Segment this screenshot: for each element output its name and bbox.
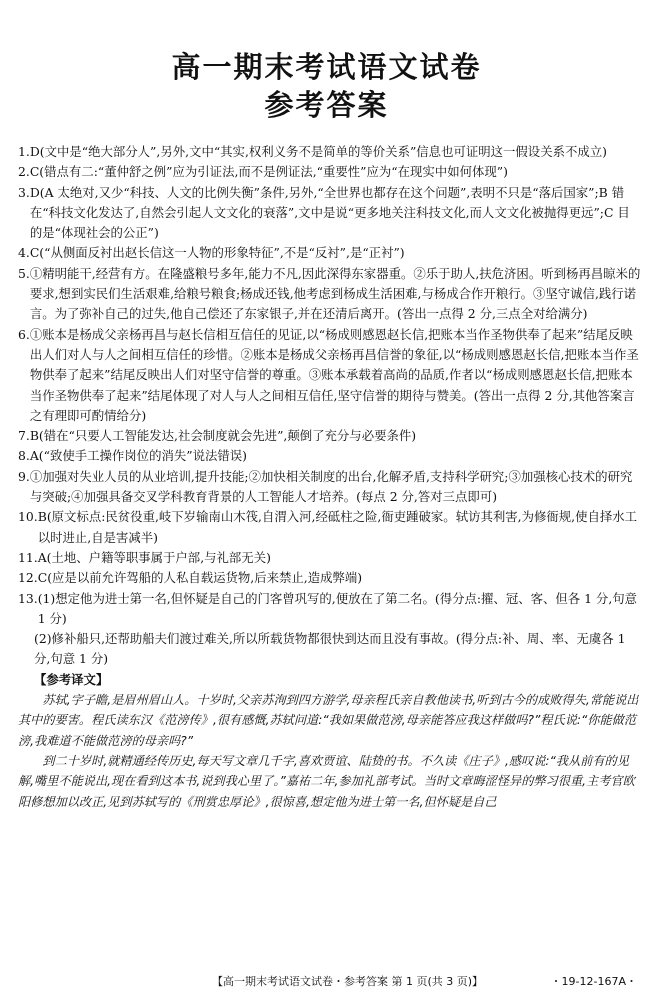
page-subtitle: 参考答案 [264, 88, 389, 122]
answer-item-7 [18, 426, 642, 446]
answer-text: C(“从侧面反衬出赵长信这一人物的形象特征”,不是“反衬”,是“正衬”) [29, 245, 405, 261]
answer-number: 10. [18, 509, 38, 525]
answer-number: 9. [18, 468, 30, 484]
answer-text: ①精明能干,经营有方。在隆盛粮号多年,能力不凡,因此深得东家器重。②乐于助人,扶危济困。听到杨再昌晾米的要求,想到实民们生活艰难,给粮号粮食;杨成还钱,他考虑到杨成生活困难,与杨成合作开粮行。③坚守诚信,践行诺言。为了弥补自己的过失,他自己偿还了东家银子,并在还清后离开。(答出一点得 2 分,三点全对给满分) [29, 265, 641, 322]
answer-item-10 [18, 507, 642, 548]
answer-item-3 [18, 183, 642, 244]
answer-number: 12. [18, 570, 38, 586]
answer-number: 5. [18, 265, 30, 281]
answer-number: 6. [18, 326, 30, 342]
answer-number: 2. [18, 164, 30, 180]
answer-item-4 [18, 243, 642, 263]
answer-item-6 [18, 325, 642, 426]
answer-number: 7. [18, 428, 30, 444]
answer-text: D(A 太绝对,又少“科技、人文的比例失衡”条件,另外,“全世界也都存在这个问题”,表明不只是“落后国家”;B 错在“科技文化发达了,自然会引起人文文化的衰落”,文中是说“更多地关注科技文化,而人文文化被抛得更远”;C 目的是“体现社会的公正”) [29, 184, 630, 241]
answer-number: 3. [18, 184, 30, 200]
answer-item-5 [18, 264, 642, 325]
page-footer [0, 971, 653, 991]
footer-code: ・19-12-167A・ [550, 975, 637, 988]
answer-item-2 [18, 162, 642, 182]
answer-list [18, 142, 642, 812]
translation-paragraph: 到二十岁时,就精通经传历史,每天写文章几千字,喜欢贾谊、陆贽的书。不久读《庄子》,感叹说:“我从前有的见解,嘴里不能说出,现在看到这本书,说到我心里了。”嘉祐二年,参加礼部考试。当时文章晦涩怪异的弊习很重,主考官欧阳修想加以改正,见到苏轼写的《刑赏忠厚论》,很惊喜,想定他为进士第一名,但怀疑是自己 [18, 753, 635, 809]
answer-text: B(原文标点:民贫役重,岐下岁输南山木筏,自渭入河,经砥柱之险,衙吏踵破家。轼访其利害,为修衙规,使自择水工以时进止,自是害减半) [37, 509, 638, 545]
answer-item-9 [18, 467, 642, 508]
answer-item-13 [18, 589, 642, 630]
answer-item-11 [18, 548, 642, 568]
answer-item-8 [18, 446, 642, 466]
answer-text: B(错在“只要人工智能发达,社会制度就会先进”,颠倒了充分与必要条件) [29, 428, 417, 444]
answer-item-12 [18, 568, 642, 588]
footer-page-info: 【高一期末考试语文试卷・参考答案 第 1 页(共 3 页)】 [212, 975, 484, 988]
answer-number: 11. [18, 549, 38, 565]
answer-number: 8. [18, 448, 30, 464]
translation-heading: 【参考译文】 [34, 671, 109, 687]
page-title: 高一期末考试语文试卷 [171, 50, 482, 84]
answer-text: ①账本是杨成父亲杨再昌与赵长信相互信任的见证,以“杨成则感恩赵长信,把账本当作圣物供奉了起来”结尾反映出人们对人与人之间相互信任的珍惜。②账本是杨成父亲杨再昌信誉的象征,以“杨成则感恩赵长信,把账本当作圣物供奉了起来”结尾反映出人们对坚守信誉的尊重。③账本承载着高尚的品质,作者以“杨成则感恩赵长信,把账本当作圣物供奉了起来”结尾体现了对人与人之间相互信任,坚守信誉的期待与赞美。(答出一点得 2 分,其他答案言之有理即可酌情给分) [29, 326, 639, 423]
answer-text: C(应是以前允许驾船的人私自载运货物,后来禁止,造成弊端) [37, 570, 363, 586]
translation-paragraph: 苏轼,字子瞻,是眉州眉山人。十岁时,父亲苏洵到四方游学,母亲程氏亲自教他读书,听到古今的成败得失,常能说出其中的要害。程氏读东汉《范滂传》,很有感慨,苏轼问道:“我如果做范滂,母亲能答应我这样做吗?”程氏说:“你能做范滂,我难道不能做范滂的母亲吗?” [18, 693, 639, 748]
answer-text: ①加强对失业人员的从业培训,提升技能;②加快相关制度的出台,化解矛盾,支持科学研究;③加强核心技术的研究与突破;④加强具备交叉学科教育背景的人工智能人才培养。(每点 2 分,答对三点即可) [29, 468, 633, 505]
answer-item-13-part-2: (2)修补船只,还帮助船夫们渡过难关,所以所载货物都很快到达而且没有事故。(得分点:补、周、率、无虞各 1 分,句意 1 分) [34, 631, 626, 667]
answer-item-1 [18, 142, 642, 162]
answer-text: (1)想定他为进士第一名,但怀疑是自己的门客曾巩写的,便放在了第二名。(得分点:擢、冠、客、但各 1 分,句意 1 分) [37, 590, 638, 626]
answer-text: D(文中是“绝大部分人”,另外,文中“其实,权利义务不是简单的等价关系”信息也可证明这一假设关系不成立) [29, 144, 607, 159]
answer-number: 4. [18, 245, 30, 261]
answer-number: 13. [18, 590, 38, 606]
answer-text: A(土地、户籍等职事属于户部,与礼部无关) [37, 549, 271, 565]
answer-number: 1. [18, 144, 30, 159]
answer-text: A(“致使手工操作岗位的消失”说法错误) [29, 448, 247, 464]
answer-text: C(错点有二:“董仲舒之例”应为引证法,而不是例证法,“重要性”应为“在现实中如何体现”) [29, 164, 508, 180]
